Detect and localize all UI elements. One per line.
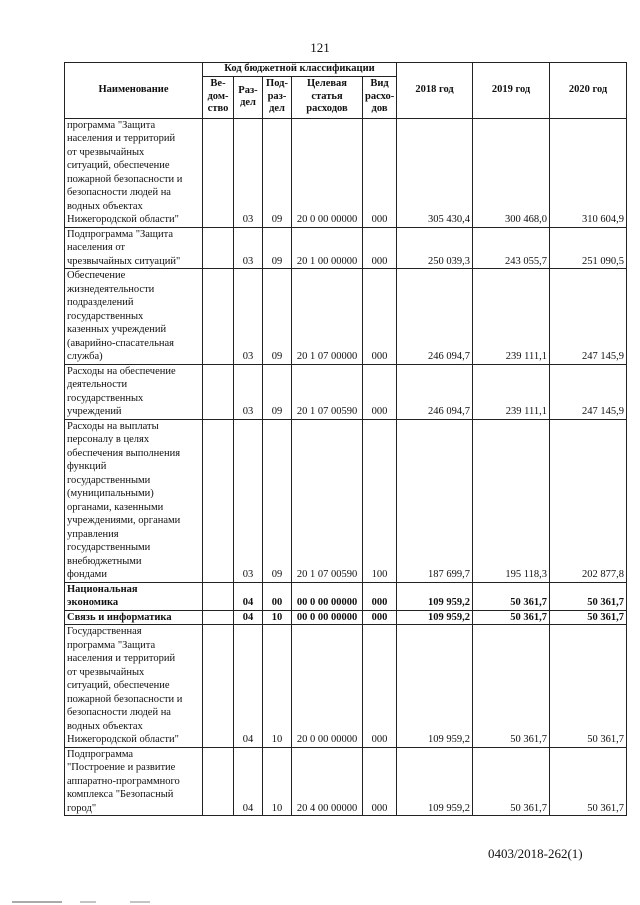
header-vid: Вид расхо- дов — [363, 76, 397, 118]
row-tselevaya: 20 1 07 00590 — [292, 419, 363, 582]
row-vedomstvo — [203, 269, 234, 365]
header-podrazdel: Под- раз- дел — [263, 76, 292, 118]
row-2020: 251 090,5 — [550, 227, 627, 269]
row-name: Национальная экономика — [65, 582, 203, 610]
row-2019: 50 361,7 — [473, 610, 550, 625]
row-vedomstvo — [203, 582, 234, 610]
row-2020: 50 361,7 — [550, 625, 627, 748]
row-2018: 109 959,2 — [397, 747, 473, 816]
row-tselevaya: 20 4 00 00000 — [292, 747, 363, 816]
row-2019: 50 361,7 — [473, 747, 550, 816]
row-vedomstvo — [203, 747, 234, 816]
row-razdel: 04 — [234, 747, 263, 816]
table-row — [65, 269, 627, 365]
row-2018: 246 094,7 — [397, 269, 473, 365]
header-tselevaya: Целевая статья расходов — [292, 76, 363, 118]
row-vid: 000 — [363, 610, 397, 625]
row-tselevaya: 20 1 07 00590 — [292, 364, 363, 419]
table-row — [65, 625, 627, 748]
row-2019: 239 111,1 — [473, 364, 550, 419]
row-razdel: 03 — [234, 227, 263, 269]
row-vid: 000 — [363, 582, 397, 610]
row-podrazdel: 00 — [263, 582, 292, 610]
document-code: 0403/2018-262(1) — [488, 846, 583, 861]
row-2020: 50 361,7 — [550, 610, 627, 625]
row-2019: 50 361,7 — [473, 582, 550, 610]
row-podrazdel: 10 — [263, 610, 292, 625]
row-podrazdel: 09 — [263, 269, 292, 365]
table-row — [65, 118, 627, 227]
header-2018: 2018 год — [397, 63, 473, 119]
row-tselevaya: 20 0 00 00000 — [292, 625, 363, 748]
table-row — [65, 747, 627, 816]
row-razdel: 03 — [234, 118, 263, 227]
scan-edge-marks — [0, 896, 640, 905]
row-vedomstvo — [203, 625, 234, 748]
row-name: Обеспечение жизнедеятельности подразделений государственных казенных учреждений (аварийно-спасательная служба) — [65, 269, 203, 365]
row-tselevaya: 20 1 07 00000 — [292, 269, 363, 365]
row-razdel: 03 — [234, 419, 263, 582]
row-vid: 100 — [363, 419, 397, 582]
row-2019: 239 111,1 — [473, 269, 550, 365]
row-podrazdel: 09 — [263, 419, 292, 582]
row-vid: 000 — [363, 118, 397, 227]
row-name: Государственная программа "Защита населения и территорий от чрезвычайных ситуаций, обеспечение пожарной безопасности и безопасности людей на водных объектах Нижегородской области" — [65, 625, 203, 748]
row-vedomstvo — [203, 227, 234, 269]
row-razdel: 03 — [234, 269, 263, 365]
row-podrazdel: 10 — [263, 625, 292, 748]
row-vid: 000 — [363, 364, 397, 419]
row-vid: 000 — [363, 269, 397, 365]
row-2020: 247 145,9 — [550, 364, 627, 419]
row-2020: 202 877,8 — [550, 419, 627, 582]
row-name: программа "Защита населения и территорий от чрезвычайных ситуаций, обеспечение пожарной безопасности и безопасности людей на водных объектах Нижегородской области" — [65, 118, 203, 227]
row-tselevaya: 20 0 00 00000 — [292, 118, 363, 227]
row-name: Расходы на обеспечение деятельности государственных учреждений — [65, 364, 203, 419]
row-2019: 243 055,7 — [473, 227, 550, 269]
row-2018: 109 959,2 — [397, 582, 473, 610]
row-podrazdel: 10 — [263, 747, 292, 816]
page-number: 121 — [310, 40, 330, 55]
table-row — [65, 419, 627, 582]
row-razdel: 03 — [234, 364, 263, 419]
row-name: Подпрограмма "Защита населения от чрезвычайных ситуаций" — [65, 227, 203, 269]
row-razdel: 04 — [234, 610, 263, 625]
row-vedomstvo — [203, 364, 234, 419]
header-2020: 2020 год — [550, 63, 627, 119]
row-name: Связь и информатика — [65, 610, 203, 625]
header-classification-group: Код бюджетной классификации — [203, 63, 397, 77]
row-podrazdel: 09 — [263, 364, 292, 419]
row-2018: 109 959,2 — [397, 625, 473, 748]
row-2020: 247 145,9 — [550, 269, 627, 365]
row-2018: 109 959,2 — [397, 610, 473, 625]
row-2019: 50 361,7 — [473, 625, 550, 748]
row-2019: 195 118,3 — [473, 419, 550, 582]
row-name: Подпрограмма "Построение и развитие аппаратно-программного комплекса "Безопасный город" — [65, 747, 203, 816]
row-podrazdel: 09 — [263, 227, 292, 269]
row-tselevaya: 20 1 00 00000 — [292, 227, 363, 269]
row-2019: 300 468,0 — [473, 118, 550, 227]
header-vedomstvo: Ве- дом- ство — [203, 76, 234, 118]
header-name: Наименование — [65, 63, 203, 119]
row-2020: 310 604,9 — [550, 118, 627, 227]
row-vid: 000 — [363, 747, 397, 816]
row-razdel: 04 — [234, 625, 263, 748]
row-vedomstvo — [203, 610, 234, 625]
budget-table — [64, 62, 627, 816]
table-row — [65, 227, 627, 269]
row-2020: 50 361,7 — [550, 582, 627, 610]
table-row — [65, 610, 627, 625]
table-row — [65, 364, 627, 419]
table-row — [65, 582, 627, 610]
header-razdel: Раз- дел — [234, 76, 263, 118]
row-2018: 187 699,7 — [397, 419, 473, 582]
row-vedomstvo — [203, 118, 234, 227]
row-tselevaya: 00 0 00 00000 — [292, 610, 363, 625]
row-name: Расходы на выплаты персоналу в целях обеспечения выполнения функций государственными (муниципальными) органами, казенными учреждениями, органами управления государственными внебюджетными фондами — [65, 419, 203, 582]
row-vid: 000 — [363, 227, 397, 269]
row-2018: 250 039,3 — [397, 227, 473, 269]
row-2020: 50 361,7 — [550, 747, 627, 816]
row-vedomstvo — [203, 419, 234, 582]
row-razdel: 04 — [234, 582, 263, 610]
row-2018: 246 094,7 — [397, 364, 473, 419]
row-vid: 000 — [363, 625, 397, 748]
row-tselevaya: 00 0 00 00000 — [292, 582, 363, 610]
header-2019: 2019 год — [473, 63, 550, 119]
row-2018: 305 430,4 — [397, 118, 473, 227]
row-podrazdel: 09 — [263, 118, 292, 227]
